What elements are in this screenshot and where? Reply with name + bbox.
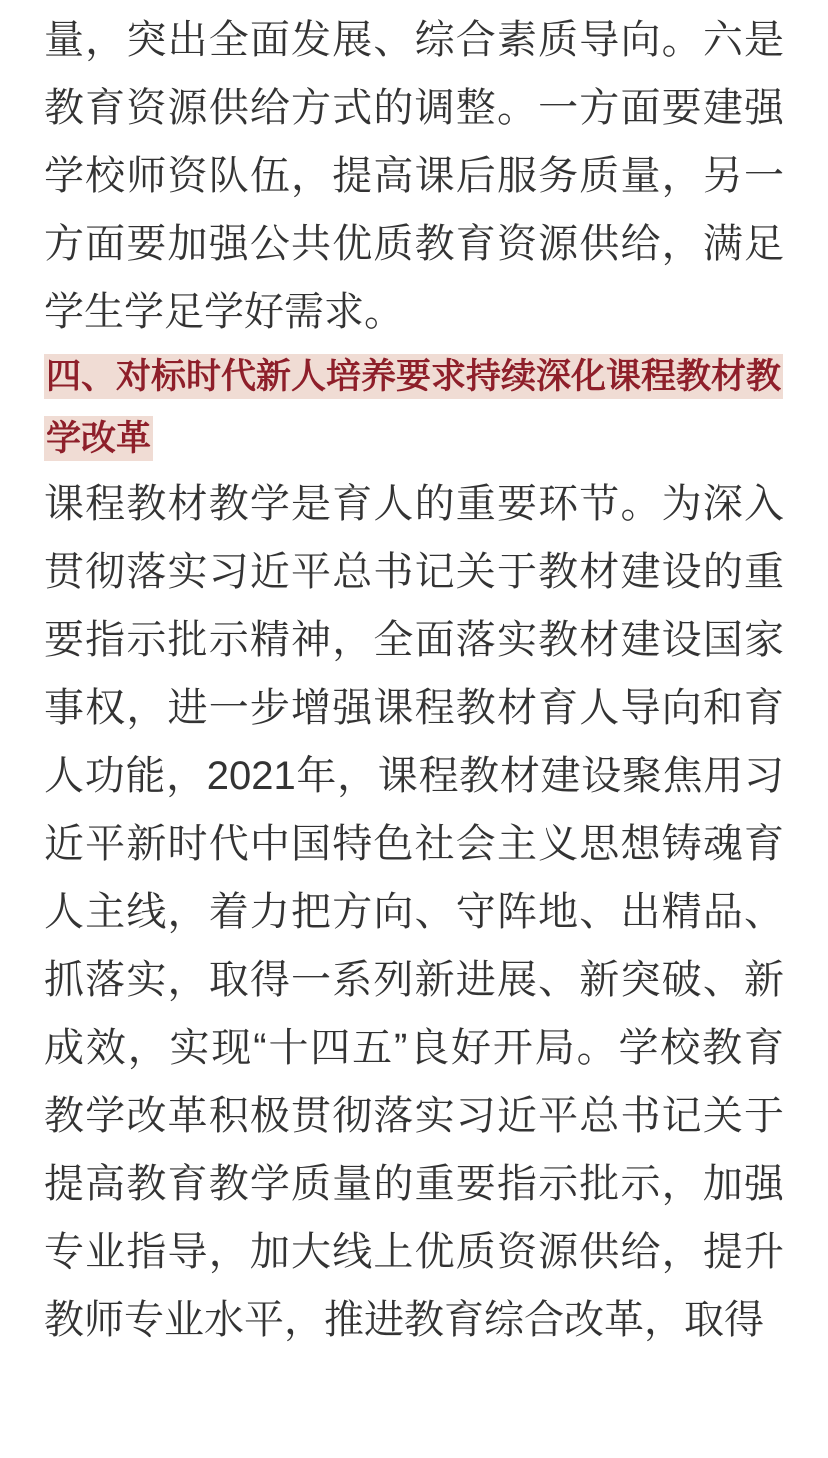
paragraph-curriculum: 课程教材教学是育人的重要环节。为深入贯彻落实习近平总书记关于教材建设的重要指示批示精神，全面落实教材建设国家事权，进一步增强课程教材育人导向和育人功能，2021年，课程教材建设聚焦用习近平新时代中国特色社会主义思想铸魂育人主线，着力把方向、守阵地、出精品、抓落实，取得一系列新进展、新突破、新成效，实现“十四五”良好开局。学校教育教学改革积极贯彻落实习近平总书记关于提高教育教学质量的重要指示批示，加强专业指导，加大线上优质资源供给，提升教师专业水平，推进教育综合改革，取得 <box>44 482 784 1342</box>
section-heading-block <box>44 346 784 470</box>
paragraph-continuation: 量，突出全面发展、综合素质导向。六是教育资源供给方式的调整。一方面要建强学校师资队伍，提高课后服务质量，另一方面要加强公共优质教育资源供给，满足学生学足学好需求。 <box>44 18 784 334</box>
section-heading-four: 四、对标时代新人培养要求持续深化课程教材教学改革 <box>44 354 783 461</box>
